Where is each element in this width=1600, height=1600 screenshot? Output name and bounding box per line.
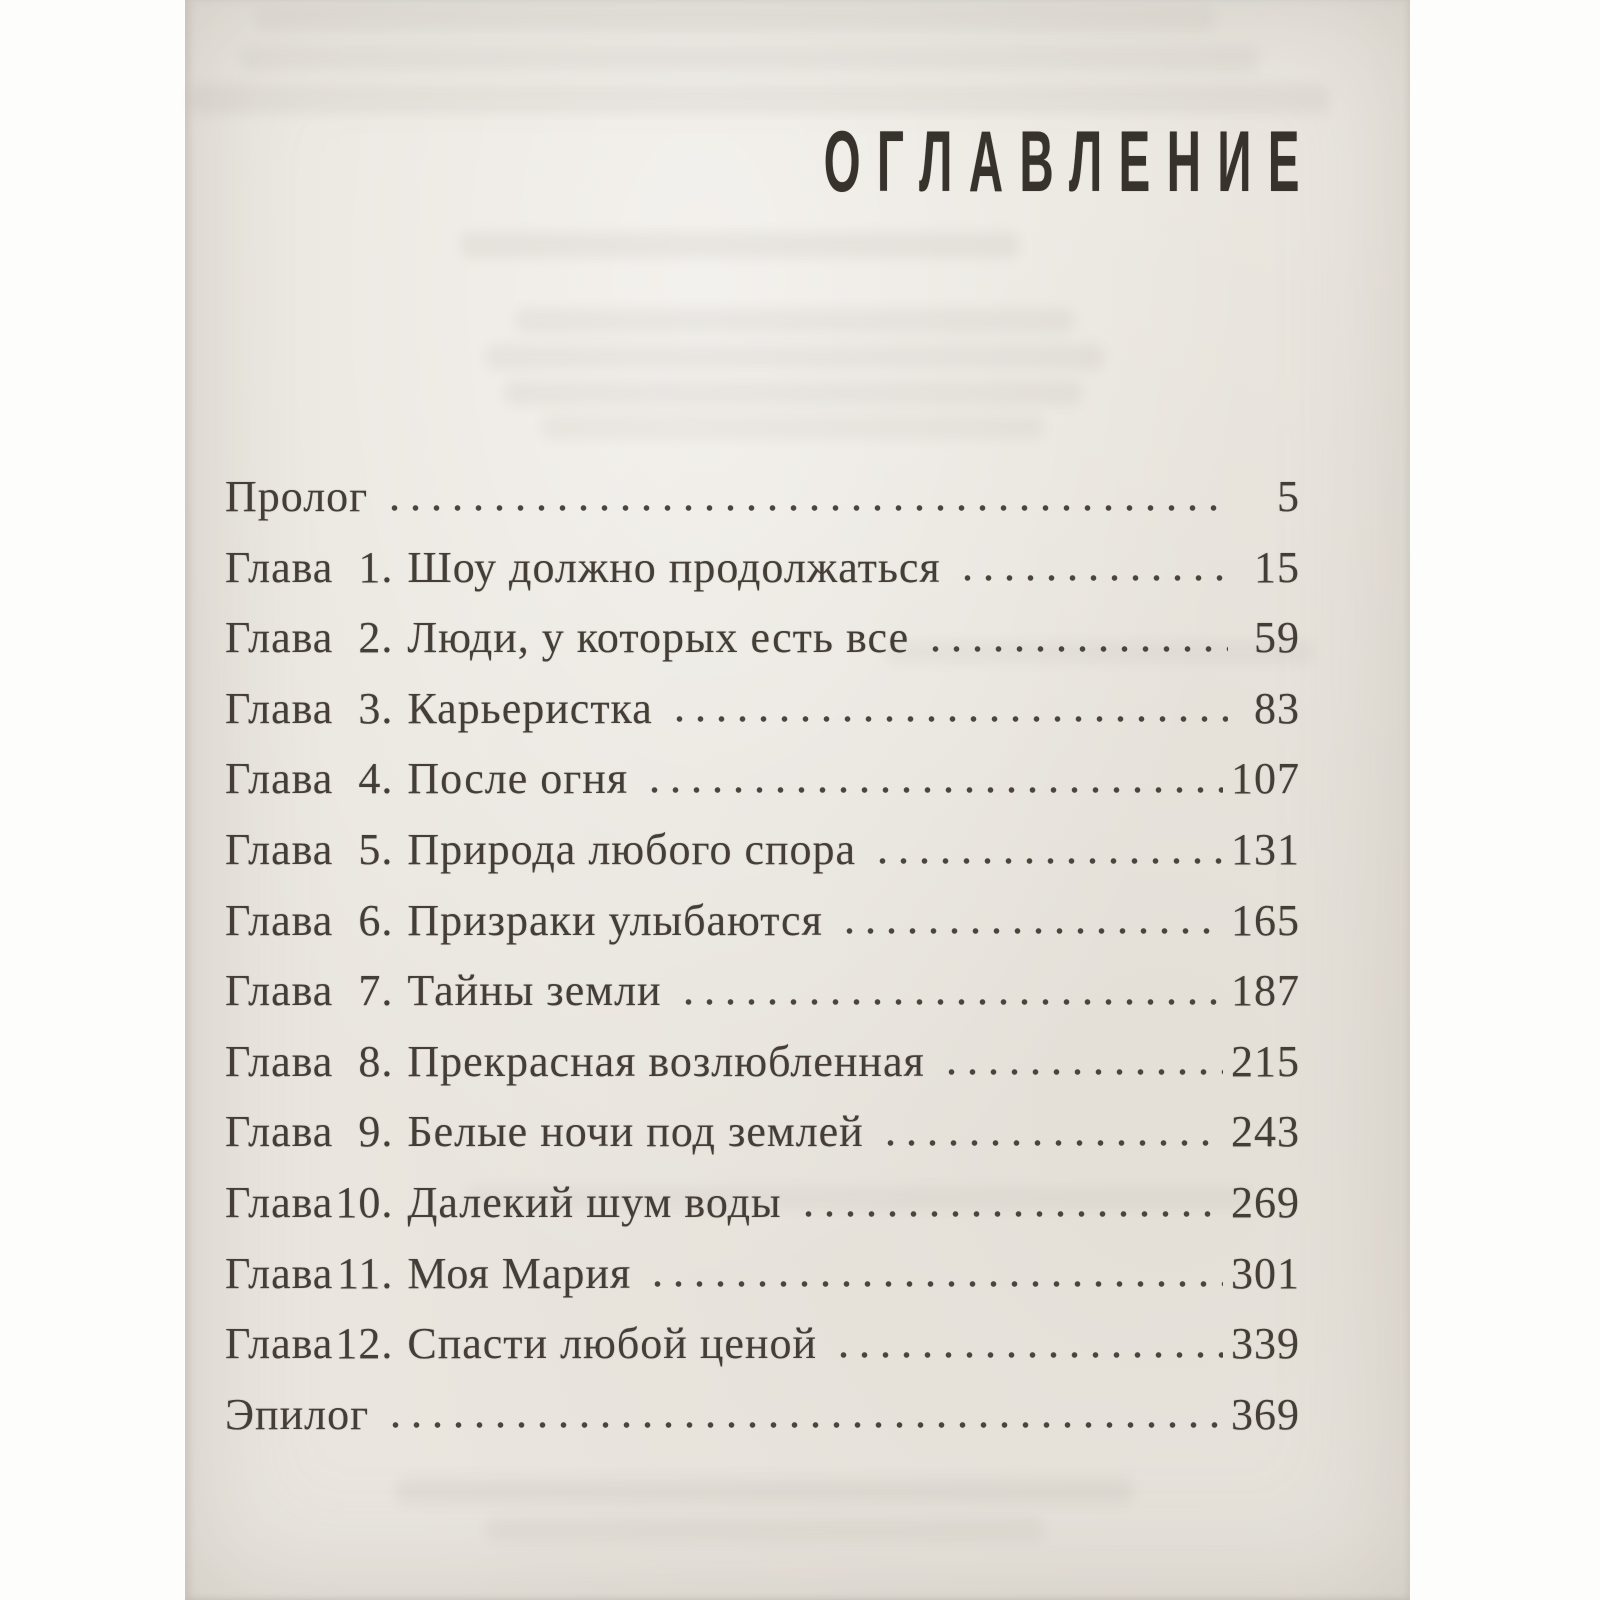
dotted-leader (382, 462, 1228, 533)
dotted-leader (955, 533, 1228, 604)
toc-entry-page: 15 (1254, 542, 1300, 592)
toc-entry-page: 215 (1231, 1036, 1300, 1086)
toc-entry-number: 8. (358, 1036, 394, 1086)
toc-entry (225, 462, 1300, 533)
ghost-bleedthrough-line (255, 6, 1215, 32)
dotted-leader (870, 815, 1223, 886)
dotted-leader (796, 1168, 1223, 1239)
ghost-bleedthrough-line (515, 308, 1075, 334)
toc-entry-number: 10. (335, 1177, 394, 1227)
toc-entry-page: 187 (1231, 966, 1300, 1016)
toc-entry-page: 165 (1231, 895, 1300, 945)
toc-entry-prefix: Глава (225, 966, 334, 1016)
toc-entry-number: 3. (358, 683, 394, 733)
toc-entry-title: Призраки улыбаются (407, 895, 823, 945)
toc-entry (225, 674, 1300, 745)
toc-entry-number: 5. (358, 824, 394, 874)
toc-entry-page: 243 (1231, 1107, 1300, 1157)
toc-entry-title: Белые ночи под землей (407, 1107, 864, 1157)
toc-entry-title: Люди, у которых есть все (407, 613, 910, 663)
dotted-leader (667, 674, 1228, 745)
toc-entry-number: 9. (358, 1107, 394, 1157)
toc-entry-prefix: Глава (225, 542, 334, 592)
toc-entry-title: Прекрасная возлюбленная (407, 1036, 925, 1086)
ghost-bleedthrough-line (485, 344, 1105, 370)
page-title: ОГЛАВЛЕНИЕ (823, 114, 1316, 210)
toc-entry-page: 339 (1231, 1319, 1300, 1369)
toc-entry (225, 533, 1300, 604)
dotted-leader (939, 1027, 1223, 1098)
dotted-leader (837, 886, 1223, 957)
toc-entry (225, 956, 1300, 1027)
toc-entry-number: 1. (358, 542, 394, 592)
toc-entry (225, 744, 1300, 815)
ghost-bleedthrough-line (485, 1518, 1045, 1542)
toc-entry-title: Спасти любой ценой (407, 1319, 818, 1369)
toc-entry-prefix: Пролог (225, 472, 369, 521)
toc-entry-prefix: Глава (225, 683, 334, 733)
book-page (185, 0, 1410, 1600)
toc-entry-prefix: Глава (225, 1107, 334, 1157)
toc-entry-prefix: Глава (225, 1177, 334, 1227)
toc-entry-number: 2. (358, 613, 394, 663)
toc-entry-title: Далекий шум воды (407, 1177, 782, 1227)
toc-entry-prefix: Глава (225, 1248, 334, 1298)
toc-entry-number: 6. (358, 895, 394, 945)
dotted-leader (923, 603, 1228, 674)
toc-entry-page: 369 (1231, 1389, 1300, 1439)
toc-entry-number: 11. (336, 1248, 394, 1298)
dotted-leader (676, 956, 1223, 1027)
toc-entry-number: 7. (358, 966, 394, 1016)
toc-entry (225, 815, 1300, 886)
toc-entry-title: Моя Мария (407, 1248, 632, 1298)
ghost-bleedthrough-line (503, 380, 1083, 406)
toc-entry (225, 1097, 1300, 1168)
toc-entry-page: 301 (1231, 1248, 1300, 1298)
toc-entry-page: 107 (1231, 754, 1300, 804)
toc-entry-prefix: Глава (225, 824, 334, 874)
toc-entry-title: Шоу должно продолжаться (407, 542, 941, 592)
toc-entry (225, 1309, 1300, 1380)
toc-entry-title: Тайны земли (407, 966, 662, 1016)
dotted-leader (645, 1239, 1223, 1310)
table-of-contents (225, 462, 1300, 1450)
toc-entry-title: Карьеристка (407, 683, 653, 733)
toc-entry (225, 1239, 1300, 1310)
toc-entry-prefix: Эпилог (225, 1389, 370, 1439)
ghost-bleedthrough-line (460, 232, 1020, 258)
dotted-leader (878, 1097, 1223, 1168)
toc-entry-prefix: Глава (225, 754, 334, 804)
ghost-bleedthrough-line (395, 1478, 1135, 1504)
toc-entry-page: 269 (1231, 1177, 1300, 1227)
toc-entry-number: 4. (358, 754, 394, 804)
toc-entry-prefix: Глава (225, 613, 334, 663)
toc-entry-page: 83 (1254, 683, 1300, 733)
toc-entry-prefix: Глава (225, 895, 334, 945)
toc-entry-title: После огня (407, 754, 629, 804)
dotted-leader (831, 1309, 1223, 1380)
dotted-leader (642, 744, 1223, 815)
toc-entry-page: 131 (1231, 824, 1300, 874)
toc-entry (225, 1168, 1300, 1239)
ghost-bleedthrough-line (240, 46, 1260, 72)
toc-entry (225, 603, 1300, 674)
toc-entry-prefix: Глава (225, 1319, 334, 1369)
dotted-leader (383, 1380, 1223, 1451)
ghost-bleedthrough-line (190, 84, 1330, 114)
toc-entry-prefix: Глава (225, 1036, 334, 1086)
toc-entry (225, 1380, 1300, 1451)
ghost-bleedthrough-line (540, 414, 1045, 440)
toc-entry (225, 1027, 1300, 1098)
toc-entry-page: 59 (1254, 613, 1300, 663)
toc-entry-number: 12. (335, 1319, 394, 1369)
toc-entry (225, 886, 1300, 957)
toc-entry-page: 5 (1277, 472, 1300, 521)
toc-entry-title: Природа любого спора (407, 824, 857, 874)
